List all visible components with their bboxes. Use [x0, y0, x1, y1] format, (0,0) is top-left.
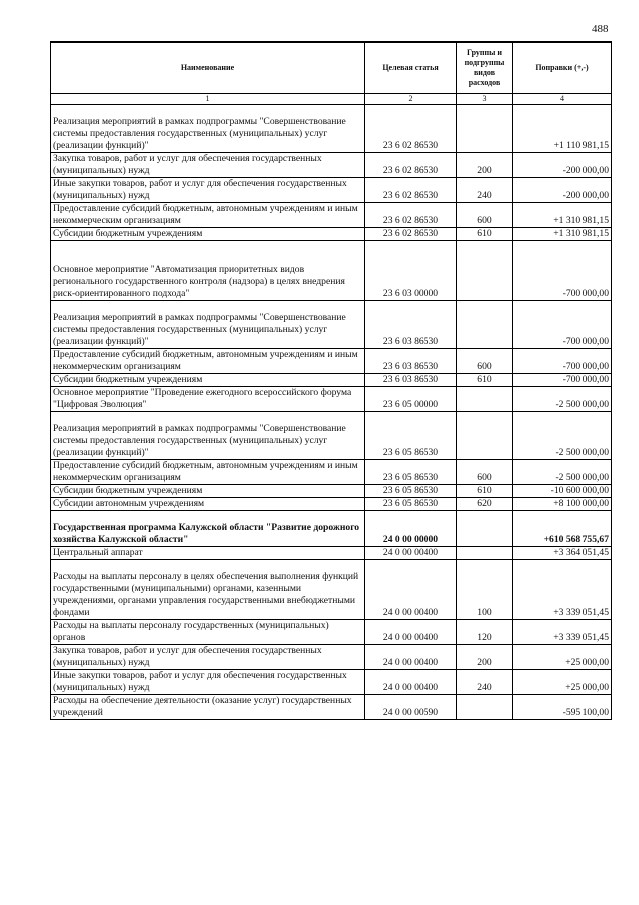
- row-expense-group: 100: [457, 560, 513, 620]
- header-target-article: Целевая статья: [365, 42, 457, 94]
- row-target-article: 23 6 05 86530: [365, 485, 457, 498]
- row-target-article: 24 0 00 00400: [365, 547, 457, 560]
- row-name: Закупка товаров, работ и услуг для обеспечения государственных (муниципальных) нужд: [51, 153, 365, 178]
- row-name: Реализация мероприятий в рамках подпрограммы "Совершенствование системы предоставления государственных (муниципальных) услуг (реализации функций)": [51, 105, 365, 153]
- header-num-4: 4: [513, 94, 612, 105]
- row-name: Закупка товаров, работ и услуг для обеспечения государственных (муниципальных) нужд: [51, 645, 365, 670]
- row-expense-group: 240: [457, 670, 513, 695]
- row-expense-group: [457, 511, 513, 547]
- row-name: Предоставление субсидий бюджетным, автономным учреждениям и иным некоммерческим организациям: [51, 349, 365, 374]
- row-amendment: -2 500 000,00: [513, 387, 612, 412]
- row-name: Предоставление субсидий бюджетным, автономным учреждениям и иным некоммерческим организациям: [51, 203, 365, 228]
- row-amendment: +1 310 981,15: [513, 228, 612, 241]
- row-expense-group: 600: [457, 203, 513, 228]
- row-amendment: -595 100,00: [513, 695, 612, 720]
- row-amendment: +25 000,00: [513, 670, 612, 695]
- table-row: [51, 349, 612, 374]
- row-name: Центральный аппарат: [51, 547, 365, 560]
- row-target-article: 23 6 02 86530: [365, 178, 457, 203]
- row-target-article: 23 6 05 00000: [365, 387, 457, 412]
- row-target-article: 23 6 03 86530: [365, 349, 457, 374]
- row-target-article: 24 0 00 00400: [365, 645, 457, 670]
- row-target-article: 23 6 03 86530: [365, 374, 457, 387]
- table-row: [51, 460, 612, 485]
- row-target-article: 24 0 00 00400: [365, 670, 457, 695]
- row-amendment: +8 100 000,00: [513, 498, 612, 511]
- row-expense-group: 200: [457, 645, 513, 670]
- row-amendment: +3 339 051,45: [513, 620, 612, 645]
- row-name: Расходы на выплаты персоналу государственных (муниципальных) органов: [51, 620, 365, 645]
- table-row: [51, 301, 612, 349]
- table-row: [51, 485, 612, 498]
- row-target-article: 24 0 00 00590: [365, 695, 457, 720]
- row-name: Субсидии бюджетным учреждениям: [51, 485, 365, 498]
- row-amendment: -200 000,00: [513, 153, 612, 178]
- table-row: [51, 374, 612, 387]
- row-amendment: -700 000,00: [513, 241, 612, 301]
- row-target-article: 23 6 02 86530: [365, 105, 457, 153]
- row-target-article: 23 6 02 86530: [365, 228, 457, 241]
- row-name: Субсидии автономным учреждениям: [51, 498, 365, 511]
- header-name: Наименование: [51, 42, 365, 94]
- table-row: [51, 511, 612, 547]
- row-expense-group: 240: [457, 178, 513, 203]
- table-row: [51, 645, 612, 670]
- row-amendment: +1 110 981,15: [513, 105, 612, 153]
- row-name: Иные закупки товаров, работ и услуг для обеспечения государственных (муниципальных) нужд: [51, 178, 365, 203]
- row-target-article: 23 6 05 86530: [365, 412, 457, 460]
- table-body: [51, 105, 612, 720]
- row-target-article: 23 6 03 86530: [365, 301, 457, 349]
- table-row: [51, 153, 612, 178]
- table-row: [51, 241, 612, 301]
- row-name: Расходы на выплаты персоналу в целях обеспечения выполнения функций государственными (муниципальными) органами, казенными учреждениями, органами управления государственными внебюджетными фондами: [51, 560, 365, 620]
- row-amendment: +3 364 051,45: [513, 547, 612, 560]
- header-amendments: Поправки (+,-): [513, 42, 612, 94]
- row-name: Предоставление субсидий бюджетным, автономным учреждениям и иным некоммерческим организациям: [51, 460, 365, 485]
- table-row: [51, 412, 612, 460]
- row-amendment: -700 000,00: [513, 349, 612, 374]
- row-amendment: +610 568 755,67: [513, 511, 612, 547]
- table-row: [51, 620, 612, 645]
- row-expense-group: [457, 547, 513, 560]
- table-header: [51, 42, 612, 105]
- budget-table: [50, 41, 612, 720]
- page-number: 488: [592, 23, 609, 35]
- row-expense-group: [457, 695, 513, 720]
- table-row: [51, 228, 612, 241]
- row-name: Субсидии бюджетным учреждениям: [51, 228, 365, 241]
- row-expense-group: 610: [457, 485, 513, 498]
- row-name: Субсидии бюджетным учреждениям: [51, 374, 365, 387]
- row-amendment: -2 500 000,00: [513, 412, 612, 460]
- row-target-article: 24 0 00 00000: [365, 511, 457, 547]
- row-amendment: +25 000,00: [513, 645, 612, 670]
- table-row: [51, 498, 612, 511]
- table-row: [51, 203, 612, 228]
- table-row: [51, 560, 612, 620]
- row-expense-group: 610: [457, 374, 513, 387]
- table-row: [51, 178, 612, 203]
- row-target-article: 23 6 05 86530: [365, 498, 457, 511]
- row-name: Государственная программа Калужской области "Развитие дорожного хозяйства Калужской области": [51, 511, 365, 547]
- row-name: Расходы на обеспечение деятельности (оказание услуг) государственных учреждений: [51, 695, 365, 720]
- table-row: [51, 670, 612, 695]
- row-amendment: +1 310 981,15: [513, 203, 612, 228]
- row-expense-group: 120: [457, 620, 513, 645]
- row-name: Иные закупки товаров, работ и услуг для обеспечения государственных (муниципальных) нужд: [51, 670, 365, 695]
- table-row: [51, 387, 612, 412]
- row-name: Реализация мероприятий в рамках подпрограммы "Совершенствование системы предоставления государственных (муниципальных) услуг (реализации функций)": [51, 301, 365, 349]
- header-num-2: 2: [365, 94, 457, 105]
- row-target-article: 24 0 00 00400: [365, 620, 457, 645]
- row-expense-group: 200: [457, 153, 513, 178]
- table-row: [51, 695, 612, 720]
- row-name: Основное мероприятие "Автоматизация приоритетных видов регионального государственного контроля (надзора) в целях внедрения риск-ориентированного подхода": [51, 241, 365, 301]
- row-target-article: 23 6 03 00000: [365, 241, 457, 301]
- row-amendment: -700 000,00: [513, 301, 612, 349]
- row-target-article: 23 6 02 86530: [365, 203, 457, 228]
- row-target-article: 24 0 00 00400: [365, 560, 457, 620]
- row-target-article: 23 6 05 86530: [365, 460, 457, 485]
- row-expense-group: [457, 387, 513, 412]
- header-num-3: 3: [457, 94, 513, 105]
- row-amendment: -200 000,00: [513, 178, 612, 203]
- row-expense-group: 610: [457, 228, 513, 241]
- row-amendment: -700 000,00: [513, 374, 612, 387]
- row-name: Основное мероприятие "Проведение ежегодного всероссийского форума "Цифровая Эволюция": [51, 387, 365, 412]
- row-target-article: 23 6 02 86530: [365, 153, 457, 178]
- row-expense-group: [457, 241, 513, 301]
- table-row: [51, 547, 612, 560]
- row-expense-group: [457, 412, 513, 460]
- row-amendment: -2 500 000,00: [513, 460, 612, 485]
- row-expense-group: 600: [457, 349, 513, 374]
- table-row: [51, 105, 612, 153]
- row-amendment: -10 600 000,00: [513, 485, 612, 498]
- row-expense-group: 620: [457, 498, 513, 511]
- header-num-1: 1: [51, 94, 365, 105]
- row-expense-group: [457, 105, 513, 153]
- row-expense-group: 600: [457, 460, 513, 485]
- row-amendment: +3 339 051,45: [513, 560, 612, 620]
- header-expense-groups: Группы и подгруппы видов расходов: [457, 42, 513, 94]
- row-expense-group: [457, 301, 513, 349]
- row-name: Реализация мероприятий в рамках подпрограммы "Совершенствование системы предоставления государственных (муниципальных) услуг (реализации функций)": [51, 412, 365, 460]
